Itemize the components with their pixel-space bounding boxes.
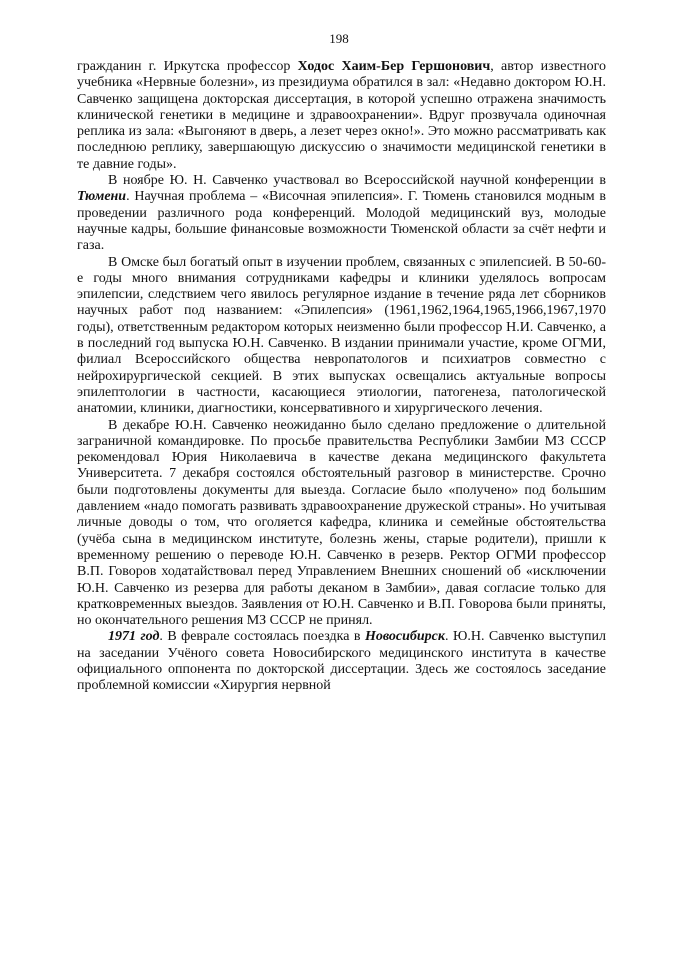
text-segment: , автор известного учебника «Нервные болезни», из президиума обратился в зал: «Недавно доктором Ю.Н. Савченко защищена докторская диссертация, в которой успешно отражена значимость клинической генетики в медицине и здравоохранении». Вдруг прозвучала одиночная реплика из зала: «Выгоняют в дверь, а лезет через окно!». Это можно рассматривать как последнюю реплику, завершающую дискуссию о значимости медицинской генетики в те давние годы». (77, 59, 606, 172)
paragraph-2 (77, 173, 606, 254)
paragraph-3 (77, 255, 606, 418)
body-text (77, 59, 606, 695)
person-name: Ходос Хаим-Бер Гершонович (297, 59, 491, 74)
page-number: 198 (329, 31, 349, 46)
text-segment: гражданин г. Иркутска профессор (77, 59, 298, 74)
paragraph-5 (77, 629, 606, 694)
paragraph-1 (77, 59, 606, 173)
place-name: Тюмени (77, 189, 127, 205)
text-segment: В ноябре Ю. Н. Савченко участвовал во Всероссийской научной конференции в (108, 173, 606, 189)
year-heading: 1971 год (108, 629, 160, 645)
text-segment: . Научная проблема – «Височная эпилепсия». Г. Тюмень становился модным в проведении различного рода конференций. Молодой медицинский вуз, молодые научные кадры, большие финансовые возможности Тюменской области за счёт нефти и газа. (77, 189, 606, 254)
place-name: Новосибирск (364, 629, 445, 645)
text-segment: В Омске был богатый опыт в изучении проблем, связанных с эпилепсией. В 50-60-е годы много внимания сотрудниками кафедры и клиники уделялось вопросам эпилепсии, следствием чего явилось регулярное издание в течение ряда лет сборников научных работ под названием: «Эпилепсия» (1961,1962,1964,1965,1966,1967,1970 годы), ответственным редактором которых неизменно были профессор Н.И. Савченко, а в последний год выпуска Ю.Н. Савченко. В издании принимали участие, кроме ОГМИ, филиал Всероссийского общества невропатологов и психиатров совместно с нейрохирургической секцией. В этих выпусках освещались актуальные вопросы эпилептологии в частности, касающиеся этиологии, патогенеза, патологической анатомии, клиники, диагностики, консервативного и хирургического лечения. (77, 254, 606, 417)
text-segment: В декабре Ю.Н. Савченко неожиданно было сделано предложение о длительной заграничной командировке. По просьбе правительства Республики Замбии МЗ СССР рекомендовал Юрия Николаевича в качестве декана медицинского факультета Университета. 7 декабря состоялся обстоятельный разговор в министерстве. Срочно были подготовлены документы для выезда. Согласие было «получено» под большим давлением «надо помогать развивать здравоохранение дружеской страны». Но учитывая личные доводы о том, что оголяется кафедра, клиника и семейные обстоятельства (учёба сына в медицинском институте, болезнь жены, старые родители), пришли к временному решению о переводе Ю.Н. Савченко в резерв. Ректор ОГМИ профессор В.П. Говоров ходатайствовал перед Управлением Внешних сношений об «исключении Ю.Н. Савченко из резерва для работы деканом в Замбии», давая согласие только для кратковременных выездов. Заявления от Ю.Н. Савченко и В.П. Говорова были приняты, но окончательного решения МЗ СССР не принял. (77, 417, 606, 629)
text-segment: . В феврале состоялась поездка в (159, 629, 365, 645)
paragraph-4 (77, 418, 606, 630)
text-segment: . Ю.Н. Савченко выступил на заседании Учёного совета Новосибирского медицинского института в качестве официального оппонента по докторской диссертации. Здесь же состоялось заседание проблемной комиссии «Хирургия нервной (77, 629, 606, 694)
